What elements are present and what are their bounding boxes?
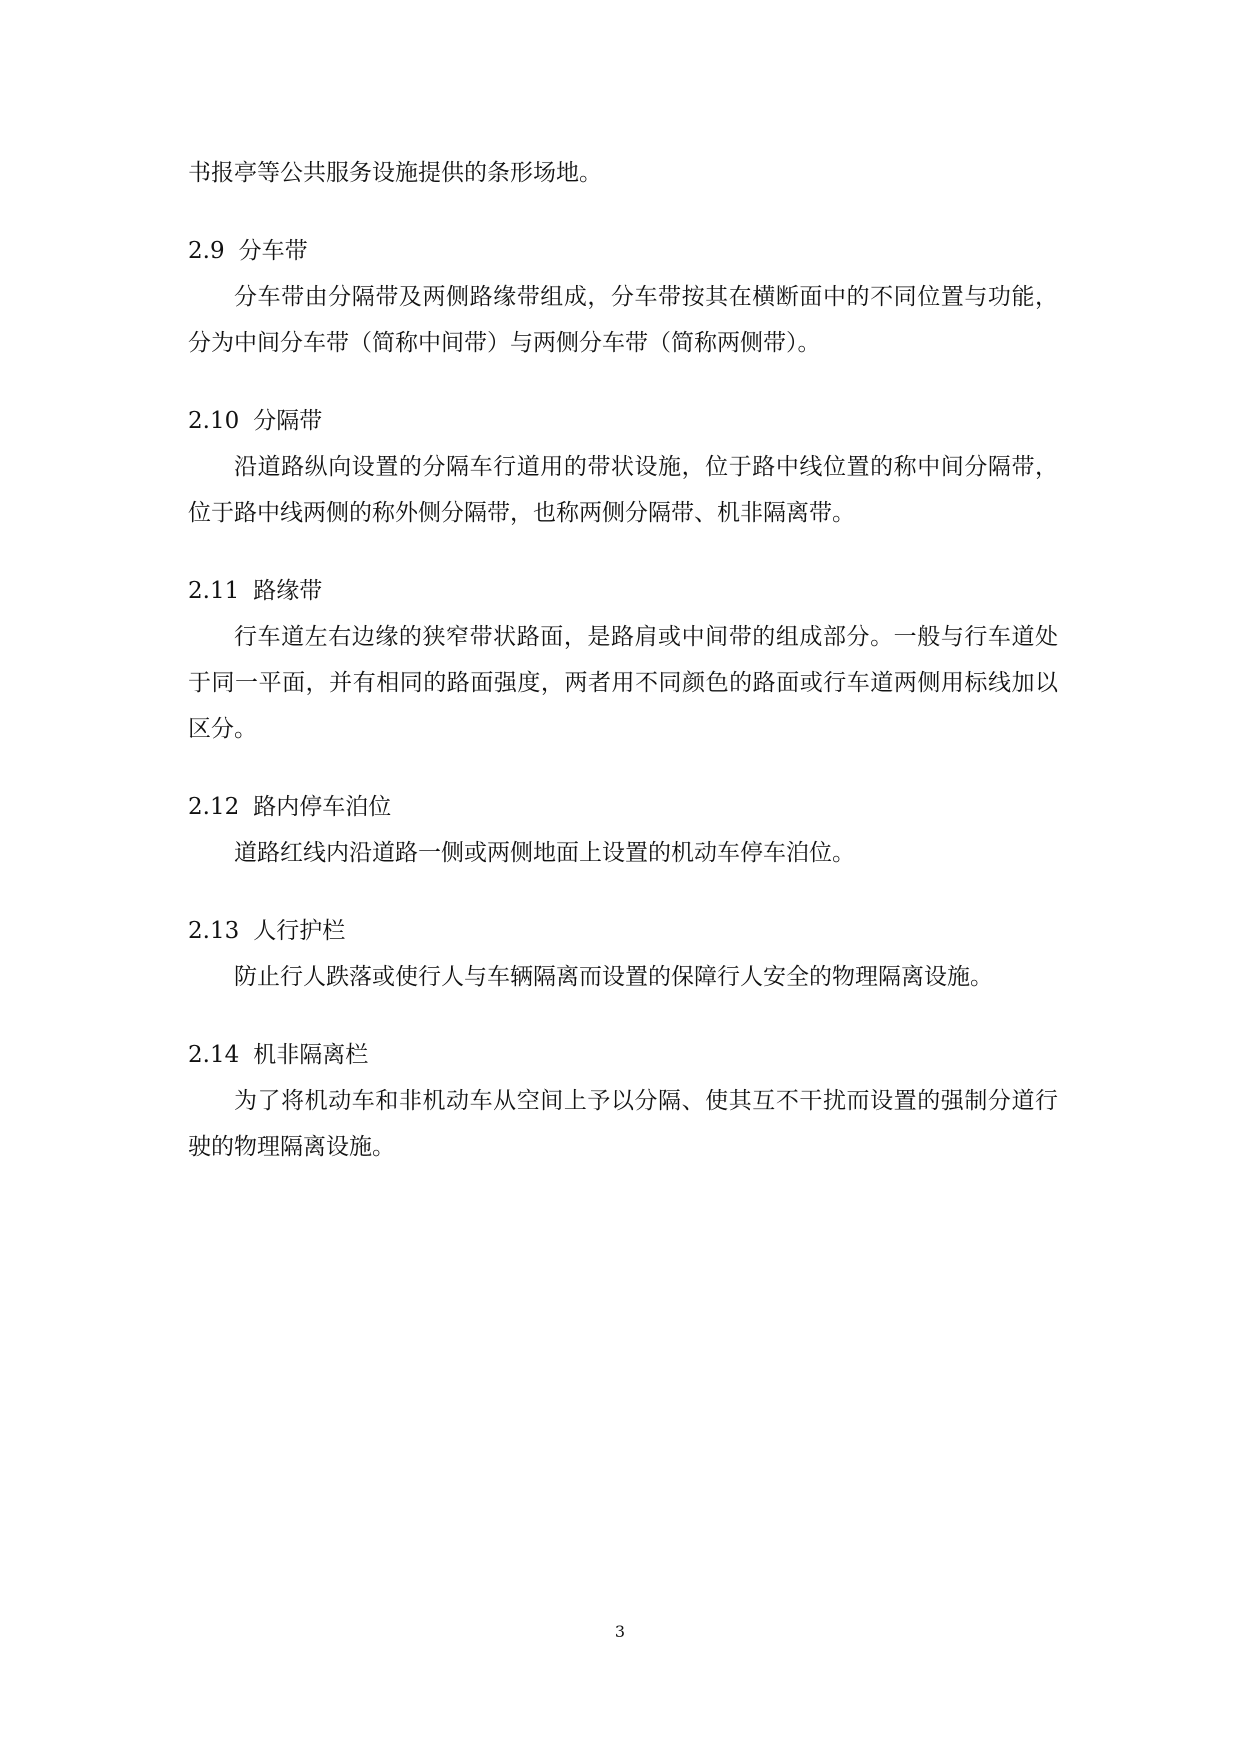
section-2-9	[188, 228, 1058, 366]
section-title: 分车带	[238, 238, 308, 264]
section-body: 分车带由分隔带及两侧路缘带组成，分车带按其在横断面中的不同位置与功能，分为中间分车带（简称中间带）与两侧分车带（简称两侧带）。	[188, 284, 1058, 356]
section-title: 路内停车泊位	[253, 794, 392, 820]
section-number: 2.11	[188, 578, 240, 604]
section-title: 分隔带	[253, 408, 323, 434]
section-2-14	[188, 1032, 1058, 1170]
page-number: 3	[614, 1622, 626, 1641]
section-2-13	[188, 908, 1058, 1000]
section-body: 为了将机动车和非机动车从空间上予以分隔、使其互不干扰而设置的强制分道行驶的物理隔离设施。	[188, 1088, 1058, 1160]
section-2-11	[188, 568, 1058, 752]
section-heading	[188, 568, 1058, 614]
section-heading	[188, 1032, 1058, 1078]
section-body: 防止行人跌落或使行人与车辆隔离而设置的保障行人安全的物理隔离设施。	[234, 964, 993, 990]
section-body: 行车道左右边缘的狭窄带状路面，是路肩或中间带的组成部分。一般与行车道处于同一平面，并有相同的路面强度，两者用不同颜色的路面或行车道两侧用标线加以区分。	[188, 624, 1058, 742]
intro-continuation: 书报亭等公共服务设施提供的条形场地。	[188, 160, 602, 186]
section-title: 路缘带	[253, 578, 323, 604]
section-number: 2.12	[188, 794, 240, 820]
section-body: 沿道路纵向设置的分隔车行道用的带状设施，位于路中线位置的称中间分隔带，位于路中线两侧的称外侧分隔带，也称两侧分隔带、机非隔离带。	[188, 454, 1058, 526]
section-number: 2.9	[188, 238, 225, 264]
section-heading	[188, 228, 1058, 274]
section-number: 2.10	[188, 408, 240, 434]
section-title: 人行护栏	[253, 918, 346, 944]
section-number: 2.13	[188, 918, 240, 944]
section-heading	[188, 908, 1058, 954]
section-2-12	[188, 784, 1058, 876]
section-heading	[188, 784, 1058, 830]
section-heading	[188, 398, 1058, 444]
section-body: 道路红线内沿道路一侧或两侧地面上设置的机动车停车泊位。	[234, 840, 855, 866]
section-number: 2.14	[188, 1042, 240, 1068]
section-2-10	[188, 398, 1058, 536]
page-content	[188, 150, 1058, 1170]
section-title: 机非隔离栏	[253, 1042, 369, 1068]
